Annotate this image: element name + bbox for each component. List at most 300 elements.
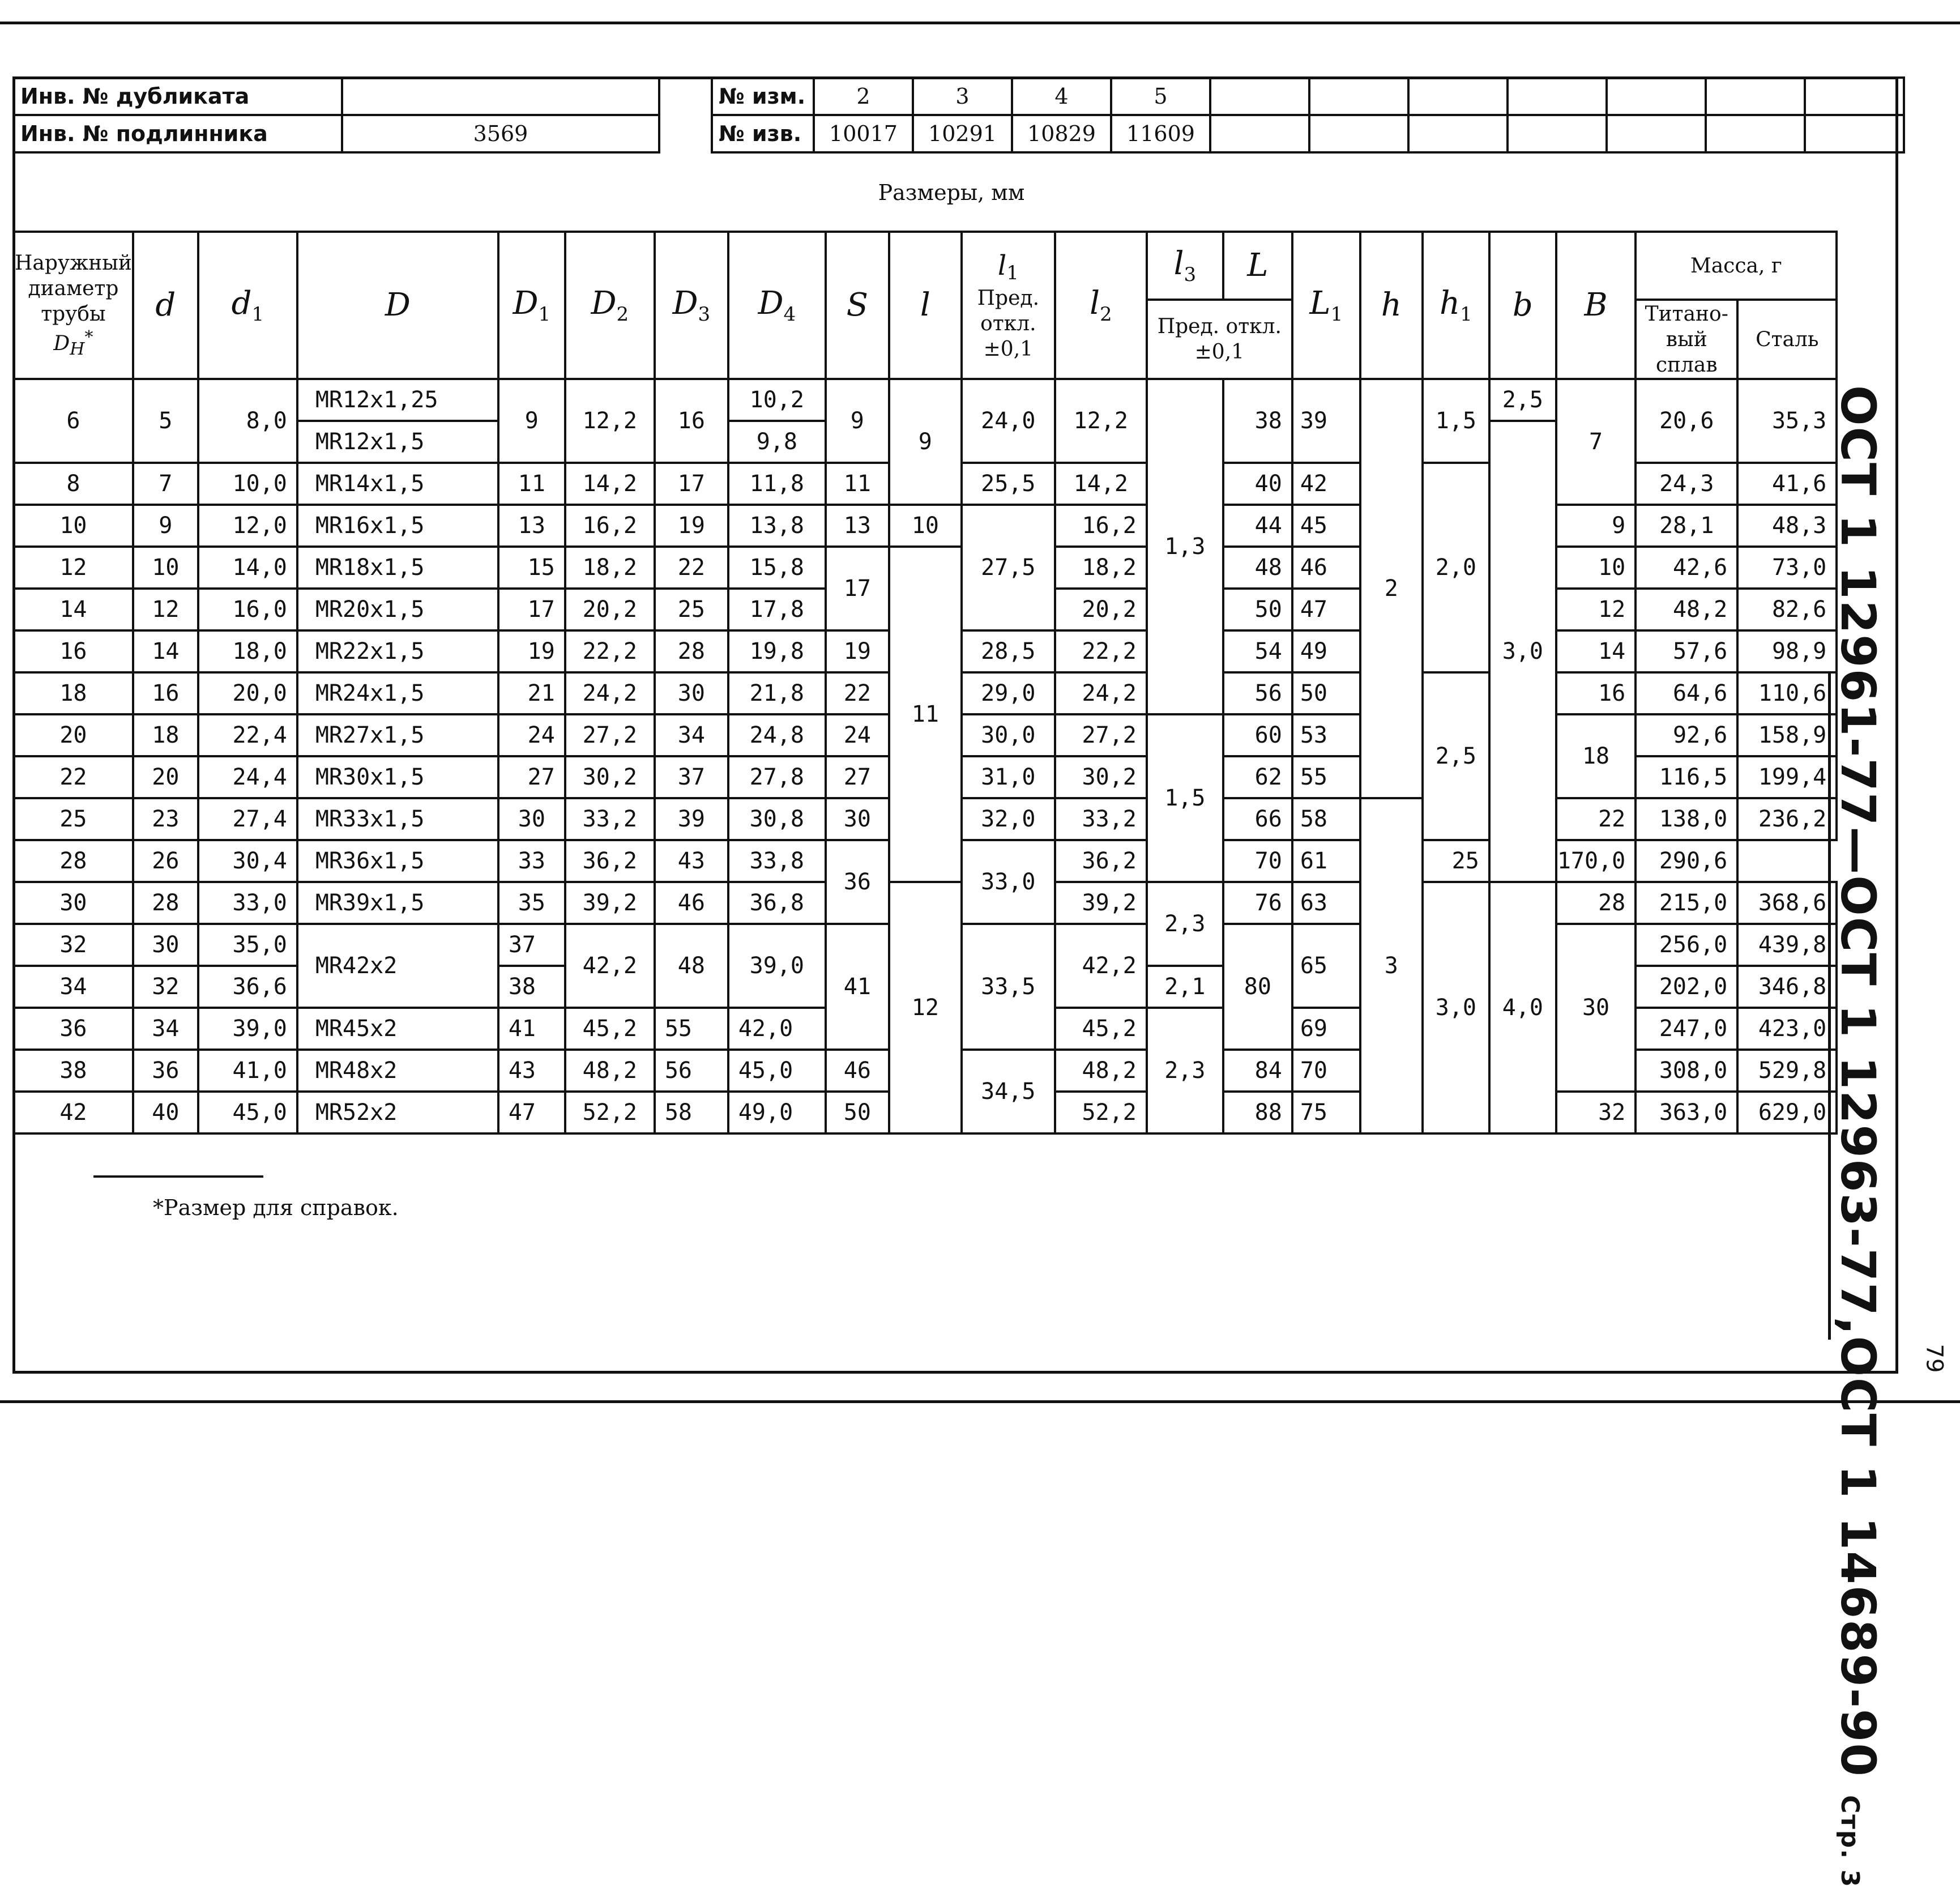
cell-D3: 28 <box>655 630 728 672</box>
cell-h1: 2,0 <box>1423 463 1489 672</box>
cell-D2: 20,2 <box>565 589 655 630</box>
cell-L1: 53 <box>1292 714 1360 756</box>
cell-D: MR52x2 <box>297 1092 498 1133</box>
footnote-mark: * <box>84 327 93 348</box>
header-symbol: S <box>846 287 869 323</box>
header-symbol: h <box>1381 287 1402 323</box>
change-cell: 5 <box>1111 78 1210 115</box>
cell-L1: 61 <box>1292 840 1360 882</box>
cell-B: 25 <box>1423 840 1489 882</box>
cell-d: 40 <box>133 1092 198 1133</box>
cell-L: 44 <box>1223 505 1292 547</box>
cell-d1: 8,0 <box>198 379 297 463</box>
cell-l1: 25,5 <box>962 463 1055 505</box>
cell-D2: 27,2 <box>565 714 655 756</box>
col-mass-steel: Сталь <box>1737 300 1837 379</box>
cell-steel: 73,0 <box>1737 547 1837 589</box>
cell-l2: 22,2 <box>1055 630 1147 672</box>
header-subscript: 3 <box>698 303 711 326</box>
tolerance-label: Пред. откл. <box>977 286 1040 335</box>
header-subscript: 2 <box>616 303 629 326</box>
cell-L1: 47 <box>1292 589 1360 630</box>
dup-inv-label: Инв. № дубликата <box>14 78 342 115</box>
bottom-border-line <box>0 1400 1960 1403</box>
cell-l3: 2,3 <box>1147 882 1223 966</box>
cell-S: 17 <box>826 547 889 630</box>
cell-d: 36 <box>133 1050 198 1092</box>
header-right-table <box>711 76 1905 154</box>
cell-D4: 30,8 <box>728 798 826 840</box>
cell-dh: 30 <box>14 882 133 924</box>
cell-l1: 24,0 <box>962 379 1055 463</box>
cell-D2: 18,2 <box>565 547 655 589</box>
change-cell: 2 <box>814 78 913 115</box>
cell-d1: 22,4 <box>198 714 297 756</box>
cell-dh: 32 <box>14 924 133 966</box>
cell-titanium: 64,6 <box>1636 672 1737 714</box>
cell-l2: 12,2 <box>1055 379 1147 463</box>
cell-l1: 31,0 <box>962 756 1055 798</box>
cell-B: 30 <box>1556 924 1636 1092</box>
cell-d1: 20,0 <box>198 672 297 714</box>
cell-D2: 33,2 <box>565 798 655 840</box>
cell-D2: 12,2 <box>565 379 655 463</box>
cell-L1: 50 <box>1292 672 1360 714</box>
header-subscript: 1 <box>538 303 551 326</box>
cell-steel: 629,0 <box>1737 1092 1837 1133</box>
cell-l2: 18,2 <box>1055 547 1147 589</box>
empty-cell <box>1210 78 1309 115</box>
cell-l1: 30,0 <box>962 714 1055 756</box>
cell-L: 84 <box>1223 1050 1292 1092</box>
cell-D1: 27 <box>498 756 565 798</box>
cell-d1: 36,6 <box>198 966 297 1008</box>
cell-D3: 37 <box>655 756 728 798</box>
orig-inv-label: Инв. № подлинника <box>14 115 342 152</box>
cell-d1: 39,0 <box>198 1008 297 1050</box>
cell-D2: 30,2 <box>565 756 655 798</box>
cell-steel: 158,9 <box>1737 714 1837 756</box>
cell-L: 66 <box>1223 798 1292 840</box>
cell-D4: 13,8 <box>728 505 826 547</box>
cell-D: MR27x1,5 <box>297 714 498 756</box>
header-symbol: d <box>155 287 176 323</box>
cell-l1: 32,0 <box>962 798 1055 840</box>
cell-titanium: 138,0 <box>1636 798 1737 840</box>
col-d <box>133 232 198 379</box>
cell-l2: 36,2 <box>1055 840 1147 882</box>
cell-L: 88 <box>1223 1092 1292 1133</box>
header-subscript: H <box>70 339 85 360</box>
empty-cell <box>1309 78 1408 115</box>
cell-steel: 41,6 <box>1737 463 1837 505</box>
cell-b: 2,5 <box>1489 379 1556 421</box>
cell-l2: 52,2 <box>1055 1092 1147 1133</box>
cell-L1: 45 <box>1292 505 1360 547</box>
cell-titanium: 247,0 <box>1636 1008 1737 1050</box>
cell-D: MR45x2 <box>297 1008 498 1050</box>
empty-cell <box>1706 78 1805 115</box>
cell-L: 56 <box>1223 672 1292 714</box>
cell-d: 9 <box>133 505 198 547</box>
cell-titanium: 170,0 <box>1556 840 1636 882</box>
empty-cell <box>1607 78 1706 115</box>
cell-l1: 34,5 <box>962 1050 1055 1133</box>
notice-cell: 10291 <box>913 115 1012 152</box>
cell-D1: 37 <box>498 924 565 966</box>
cell-D: MR42x2 <box>297 924 498 1008</box>
cell-S: 46 <box>826 1050 889 1092</box>
cell-l3: 1,3 <box>1147 379 1223 714</box>
cell-D: MR24x1,5 <box>297 672 498 714</box>
cell-D2: 45,2 <box>565 1008 655 1050</box>
cell-l2: 20,2 <box>1055 589 1147 630</box>
cell-B: 7 <box>1556 379 1636 505</box>
cell-D2: 16,2 <box>565 505 655 547</box>
cell-S: 19 <box>826 630 889 672</box>
cell-D2: 39,2 <box>565 882 655 924</box>
cell-D3: 56 <box>655 1050 728 1092</box>
cell-l1: 33,5 <box>962 924 1055 1050</box>
empty-cell <box>1607 115 1706 152</box>
cell-dh: 6 <box>14 379 133 463</box>
cell-D3: 22 <box>655 547 728 589</box>
cell-D4: 15,8 <box>728 547 826 589</box>
cell-l3: 1,5 <box>1147 714 1223 882</box>
cell-L1: 58 <box>1292 798 1360 840</box>
header-text: Наружный <box>15 252 132 275</box>
notice-cell: 10829 <box>1012 115 1111 152</box>
header-left-table <box>12 76 660 154</box>
header-subscript: 1 <box>1330 303 1343 326</box>
cell-L: 76 <box>1223 882 1292 924</box>
cell-D3: 39 <box>655 798 728 840</box>
header-symbol: D <box>385 287 411 323</box>
cell-d1: 14,0 <box>198 547 297 589</box>
header-symbol: L <box>1309 285 1331 322</box>
cell-D4: 17,8 <box>728 589 826 630</box>
cell-titanium: 24,3 <box>1636 463 1737 505</box>
cell-steel: 35,3 <box>1737 379 1837 463</box>
cell-D3: 55 <box>655 1008 728 1050</box>
empty-cell <box>1408 78 1508 115</box>
cell-D: MR36x1,5 <box>297 840 498 882</box>
cell-B: 28 <box>1556 882 1636 924</box>
cell-l2: 14,2 <box>1055 463 1147 505</box>
cell-S: 27 <box>826 756 889 798</box>
header-symbol: d <box>231 285 252 322</box>
cell-steel: 346,8 <box>1737 966 1837 1008</box>
cell-d: 32 <box>133 966 198 1008</box>
cell-dh: 36 <box>14 1008 133 1050</box>
cell-D4: 21,8 <box>728 672 826 714</box>
cell-D3: 58 <box>655 1092 728 1133</box>
cell-B: 14 <box>1556 630 1636 672</box>
cell-L: 60 <box>1223 714 1292 756</box>
cell-S: 22 <box>826 672 889 714</box>
header-symbol: l <box>920 287 930 323</box>
header-symbol: D <box>513 285 539 322</box>
cell-D1: 19 <box>498 630 565 672</box>
empty-cell <box>1805 78 1904 115</box>
col-L1 <box>1292 232 1360 379</box>
cell-d: 23 <box>133 798 198 840</box>
cell-L: 54 <box>1223 630 1292 672</box>
cell-steel: 82,6 <box>1737 589 1837 630</box>
cell-D1: 15 <box>498 547 565 589</box>
cell-titanium: 48,2 <box>1636 589 1737 630</box>
header-symbol: b <box>1512 287 1533 323</box>
header-symbol: D <box>672 285 698 322</box>
cell-S: 36 <box>826 840 889 924</box>
cell-D3: 19 <box>655 505 728 547</box>
cell-dh: 22 <box>14 756 133 798</box>
cell-D4: 24,8 <box>728 714 826 756</box>
cell-D4: 11,8 <box>728 463 826 505</box>
cell-L1: 49 <box>1292 630 1360 672</box>
cell-steel: 290,6 <box>1636 840 1737 882</box>
cell-dh: 14 <box>14 589 133 630</box>
header-symbol: D <box>53 332 70 356</box>
cell-d: 10 <box>133 547 198 589</box>
cell-l2: 24,2 <box>1055 672 1147 714</box>
col-l1 <box>962 232 1055 379</box>
cell-d: 18 <box>133 714 198 756</box>
cell-L: 62 <box>1223 756 1292 798</box>
cell-S: 24 <box>826 714 889 756</box>
cell-b: 3,0 <box>1489 421 1556 882</box>
header-subscript: 3 <box>1184 263 1197 287</box>
cell-D: MR22x1,5 <box>297 630 498 672</box>
cell-B: 32 <box>1556 1092 1636 1133</box>
cell-D2: 22,2 <box>565 630 655 672</box>
cell-d1: 18,0 <box>198 630 297 672</box>
page-number: 79 <box>1921 1344 1948 1373</box>
cell-l2: 33,2 <box>1055 798 1147 840</box>
cell-D1: 17 <box>498 589 565 630</box>
cell-dh: 28 <box>14 840 133 882</box>
cell-dh: 16 <box>14 630 133 672</box>
col-D4 <box>728 232 826 379</box>
cell-D1: 11 <box>498 463 565 505</box>
cell-D1: 9 <box>498 379 565 463</box>
col-h <box>1360 232 1423 379</box>
cell-h1: 2,5 <box>1423 672 1489 840</box>
cell-D4: 27,8 <box>728 756 826 798</box>
cell-S: 13 <box>826 505 889 547</box>
cell-D4: 9,8 <box>728 421 826 463</box>
notice-cell: 11609 <box>1111 115 1210 152</box>
cell-d1: 45,0 <box>198 1092 297 1133</box>
cell-l: 11 <box>889 547 962 882</box>
cell-dh: 20 <box>14 714 133 756</box>
cell-D2: 42,2 <box>565 924 655 1008</box>
cell-D3: 48 <box>655 924 728 1008</box>
side-page-label: Стр. 3 <box>1835 1795 1864 1888</box>
cell-D1: 21 <box>498 672 565 714</box>
cell-d: 16 <box>133 672 198 714</box>
cell-titanium: 20,6 <box>1636 379 1737 463</box>
cell-d1: 30,4 <box>198 840 297 882</box>
cell-l2: 27,2 <box>1055 714 1147 756</box>
cell-dh: 25 <box>14 798 133 840</box>
cell-steel: 368,6 <box>1737 882 1837 924</box>
cell-l2: 30,2 <box>1055 756 1147 798</box>
cell-S: 30 <box>826 798 889 840</box>
cell-B: 22 <box>1556 798 1636 840</box>
cell-L: 38 <box>1223 379 1292 463</box>
cell-d: 14 <box>133 630 198 672</box>
cell-D3: 30 <box>655 672 728 714</box>
header-symbol: l <box>997 250 1007 282</box>
cell-D1: 30 <box>498 798 565 840</box>
footnote: *Размер для справок. <box>153 1195 399 1220</box>
footnote-rule <box>93 1175 263 1178</box>
empty-cell <box>1508 78 1607 115</box>
dup-inv-value <box>342 78 659 115</box>
cell-d1: 10,0 <box>198 463 297 505</box>
cell-D1: 33 <box>498 840 565 882</box>
cell-D: MR20x1,5 <box>297 589 498 630</box>
cell-D: MR30x1,5 <box>297 756 498 798</box>
cell-l1: 29,0 <box>962 672 1055 714</box>
cell-D1: 43 <box>498 1050 565 1092</box>
cell-d: 12 <box>133 589 198 630</box>
cell-d1: 12,0 <box>198 505 297 547</box>
cell-D3: 16 <box>655 379 728 463</box>
cell-h1: 3,0 <box>1423 882 1489 1133</box>
cell-d1: 35,0 <box>198 924 297 966</box>
cell-steel: 236,2 <box>1737 798 1837 840</box>
cell-d: 5 <box>133 379 198 463</box>
cell-D1: 13 <box>498 505 565 547</box>
cell-D1: 47 <box>498 1092 565 1133</box>
cell-D: MR12x1,25 <box>297 379 498 421</box>
cell-d1: 33,0 <box>198 882 297 924</box>
cell-B: 16 <box>1556 672 1636 714</box>
cell-steel: 48,3 <box>1737 505 1837 547</box>
header-text: трубы <box>41 302 106 326</box>
cell-D3: 43 <box>655 840 728 882</box>
orig-inv-value: 3569 <box>342 115 659 152</box>
table-caption: Размеры, мм <box>878 180 1025 205</box>
cell-h: 3 <box>1360 798 1423 1133</box>
cell-D: MR16x1,5 <box>297 505 498 547</box>
header-text: диаметр <box>28 277 119 301</box>
header-symbol: L <box>1247 247 1269 284</box>
cell-d1: 16,0 <box>198 589 297 630</box>
cell-B: 9 <box>1556 505 1636 547</box>
cell-D3: 46 <box>655 882 728 924</box>
cell-d: 26 <box>133 840 198 882</box>
cell-d: 20 <box>133 756 198 798</box>
cell-d: 28 <box>133 882 198 924</box>
cell-L1: 63 <box>1292 882 1360 924</box>
cell-L1: 69 <box>1292 1008 1360 1050</box>
cell-d1: 24,4 <box>198 756 297 798</box>
cell-titanium: 202,0 <box>1636 966 1737 1008</box>
cell-titanium: 215,0 <box>1636 882 1737 924</box>
col-h1 <box>1423 232 1489 379</box>
cell-L: 48 <box>1223 547 1292 589</box>
tolerance-label: Пред. откл. <box>1157 315 1282 338</box>
cell-D1: 35 <box>498 882 565 924</box>
col-l2 <box>1055 232 1147 379</box>
empty-cell <box>1508 115 1607 152</box>
header-symbol: B <box>1584 287 1608 323</box>
col-D3 <box>655 232 728 379</box>
cell-D2: 14,2 <box>565 463 655 505</box>
cell-l3: 2,3 <box>1147 1008 1223 1133</box>
header-symbol: D <box>591 285 617 322</box>
cell-dh: 38 <box>14 1050 133 1092</box>
col-S <box>826 232 889 379</box>
cell-steel: 439,8 <box>1737 924 1837 966</box>
cell-d1: 27,4 <box>198 798 297 840</box>
cell-D: MR48x2 <box>297 1050 498 1092</box>
cell-L: 40 <box>1223 463 1292 505</box>
cell-B: 12 <box>1556 589 1636 630</box>
cell-L1: 75 <box>1292 1092 1360 1133</box>
cell-l1: 28,5 <box>962 630 1055 672</box>
cell-D2: 48,2 <box>565 1050 655 1092</box>
cell-dh: 34 <box>14 966 133 1008</box>
cell-l3: 2,1 <box>1147 966 1223 1008</box>
cell-D4: 33,8 <box>728 840 826 882</box>
cell-d: 30 <box>133 924 198 966</box>
cell-D4: 10,2 <box>728 379 826 421</box>
col-D1 <box>498 232 565 379</box>
cell-L1: 46 <box>1292 547 1360 589</box>
header-symbol: l <box>1173 245 1184 283</box>
cell-L1: 39 <box>1292 379 1360 463</box>
cell-S: 41 <box>826 924 889 1050</box>
cell-titanium: 256,0 <box>1636 924 1737 966</box>
header-subscript: 1 <box>1006 262 1019 285</box>
tolerance-value: ±0,1 <box>1194 340 1245 364</box>
col-l3-L-tolerance <box>1147 300 1292 379</box>
cell-D: MR39x1,5 <box>297 882 498 924</box>
cell-D: MR18x1,5 <box>297 547 498 589</box>
col-d1 <box>198 232 297 379</box>
cell-D3: 25 <box>655 589 728 630</box>
cell-D: MR12x1,5 <box>297 421 498 463</box>
cell-steel: 423,0 <box>1737 1008 1837 1050</box>
cell-titanium: 92,6 <box>1636 714 1737 756</box>
cell-S: 9 <box>826 379 889 463</box>
header-subscript: 2 <box>1099 303 1112 326</box>
cell-l2: 39,2 <box>1055 882 1147 924</box>
empty-cell <box>1805 115 1904 152</box>
empty-cell <box>1309 115 1408 152</box>
cell-S: 11 <box>826 463 889 505</box>
cell-D: MR14x1,5 <box>297 463 498 505</box>
cell-D3: 17 <box>655 463 728 505</box>
cell-l1: 27,5 <box>962 505 1055 630</box>
cell-D4: 39,0 <box>728 924 826 1008</box>
cell-L1: 70 <box>1292 1050 1360 1092</box>
cell-dh: 18 <box>14 672 133 714</box>
cell-D4: 49,0 <box>728 1092 826 1133</box>
header-symbol: h <box>1439 285 1461 322</box>
cell-titanium: 116,5 <box>1636 756 1737 798</box>
cell-d1: 41,0 <box>198 1050 297 1092</box>
cell-titanium: 363,0 <box>1636 1092 1737 1133</box>
col-l3 <box>1147 232 1223 300</box>
cell-B: 18 <box>1556 714 1636 798</box>
change-cell: 3 <box>913 78 1012 115</box>
header-subscript: 1 <box>251 303 264 326</box>
